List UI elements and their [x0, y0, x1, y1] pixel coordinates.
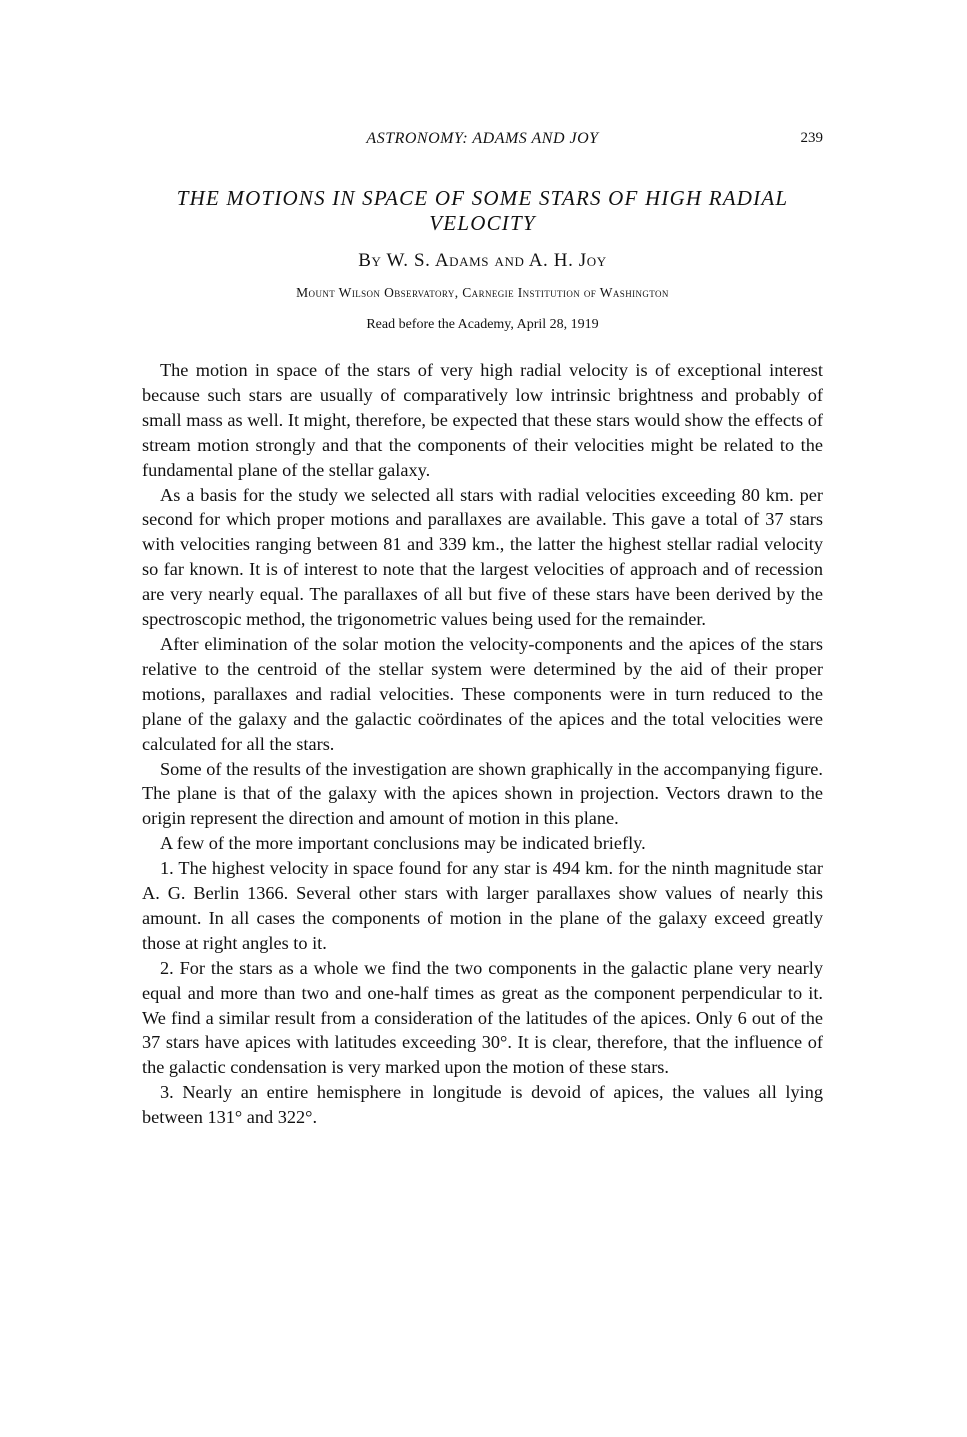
paragraph-conclusion-3: 3. Nearly an entire hemisphere in longitude is devoid of apices, the values all lying between 131° and 322°. — [142, 1082, 823, 1128]
article-body — [142, 358, 823, 1130]
running-title: ASTRONOMY: ADAMS AND JOY — [366, 130, 599, 147]
running-head — [142, 130, 823, 152]
article-title: THE MOTIONS IN SPACE OF SOME STARS OF HIGH RADIAL VELOCITY — [176, 186, 789, 235]
paragraph-figure: Some of the results of the investigation are shown graphically in the accompanying figure. The plane is that of the galaxy with the apices shown in projection. Vectors drawn to the origin represent the direction and amount of motion in this plane. — [142, 758, 823, 829]
paragraph-intro: The motion in space of the stars of very high radial velocity is of exceptional interest because such stars are usually of comparatively low intrinsic brightness and probably of small mass as well. It might, therefore, be expected that these stars would show the effects of stream motion strongly and that the components of their velocities might be related to the fundamental plane of the stellar galaxy. — [142, 360, 823, 480]
read-note: Read before the Academy, April 28, 1919 — [366, 317, 599, 332]
article-affiliation: Mount Wilson Observatory, Carnegie Institution of Washington — [296, 285, 669, 300]
article-byline: By W. S. Adams and A. H. Joy — [358, 250, 607, 271]
page-number: 239 — [800, 130, 823, 146]
paragraph-conclusion-1: 1. The highest velocity in space found for any star is 494 km. for the ninth magnitude star A. G. Berlin 1366. Several other stars with larger parallaxes show values of nearly this amount. In all cases the components of motion in the plane of the galaxy exceed greatly those at right angles to it. — [142, 858, 823, 953]
paragraph-basis: As a basis for the study we selected all stars with radial velocities exceeding 80 km. per second for which proper motions and parallaxes are available. This gave a total of 37 stars with velocities ranging between 81 and 339 km., the latter the highest stellar radial velocity so far known. It is of interest to note that the largest velocities of approach and of recession are very nearly equal. The parallaxes of all but five of these stars have been derived by the spectroscopic method, the trigonometric values being used for the remainder. — [142, 484, 823, 630]
paragraph-conclusions-intro: A few of the more important conclusions may be indicated briefly. — [160, 833, 646, 854]
paragraph-method: After elimination of the solar motion the velocity-components and the apices of the stars relative to the centroid of the stellar system were determined by the aid of their proper motions, parallaxes and radial velocities. These components were in turn reduced to the plane of the galaxy and the galactic coördinates of the apices and the total velocities were calculated for all the stars. — [142, 633, 823, 754]
paragraph-conclusion-2: 2. For the stars as a whole we find the two components in the galactic plane very nearly equal and more than two and one-half times as great as the component perpendicular to it. We find a similar result from a consideration of the latitudes of the apices. Only 6 out of the 37 stars have apices with latitudes exceeding 30°. It is clear, therefore, that the influence of the galactic condensation is very marked upon the motion of these stars. — [142, 957, 823, 1078]
